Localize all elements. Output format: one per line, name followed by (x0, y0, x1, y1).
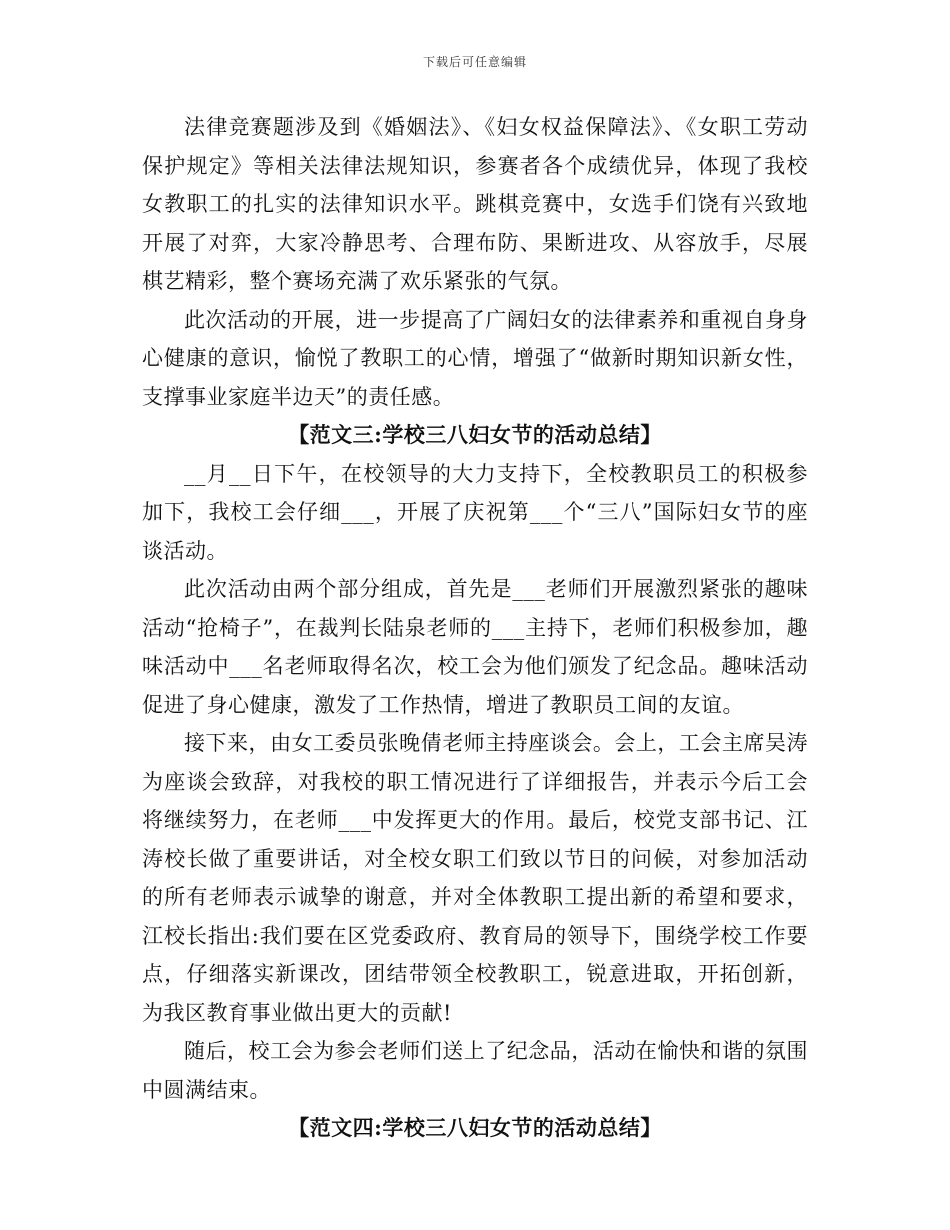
page-header: 下载后可任意编辑 (422, 55, 527, 69)
paragraph-event-intro: __月__日下午，在校领导的大力支持下，全校教职员工的积极参加下，我校工会仔细___，开展了庆祝第___个“三八”国际妇女节的座谈活动。 (142, 461, 808, 563)
paragraph-activity-parts: 此次活动由两个部分组成，首先是___老师们开展激烈紧张的趣味活动“抢椅子”，在裁判长陆泉老师的___主持下，老师们积极参加，趣味活动中___名老师取得名次，校工会为他们颁发了纪念品。趣味活动促进了身心健康，激发了工作热情，增进了教职员工间的友谊。 (142, 577, 808, 717)
section-heading-sample-4: 【范文四:学校三八妇女节的活动总结】 (288, 1115, 662, 1140)
document-body (142, 108, 808, 1148)
paragraph-forum: 接下来，由女工委员张晚倩老师主持座谈会。会上，工会主席吴涛为座谈会致辞，对我校的职工情况进行了详细报告，并表示今后工会将继续努力，在老师___中发挥更大的作用。最后，校党支部书记、江涛校长做了重要讲话，对全校女职工们致以节日的问候，对参加活动的所有老师表示诚挚的谢意，并对全体教职工提出新的希望和要求，江校长指出:我们要在区党委政府、教育局的领导下，围绕学校工作要点，仔细落实新课改，团结带领全校教职工，锐意进取，开拓创新，为我区教育事业做出更大的贡献! (142, 731, 808, 1025)
paragraph-legal-contest: 法律竞赛题涉及到《婚姻法》、《妇女权益保障法》、《女职工劳动保护规定》等相关法律法规知识，参赛者各个成绩优异，体现了我校女教职工的扎实的法律知识水平。跳棋竞赛中，女选手们饶有兴致地开展了对弈，大家冷静思考、合理布防、果断进攻、从容放手，尽展棋艺精彩，整个赛场充满了欢乐紧张的气氛。 (142, 115, 808, 293)
paragraph-activity-impact: 此次活动的开展，进一步提高了广阔妇女的法律素养和重视自身身心健康的意识，愉悦了教职工的心情，增强了“做新时期知识新女性，支撑事业家庭半边天”的责任感。 (142, 307, 808, 409)
section-heading-sample-3: 【范文三:学校三八妇女节的活动总结】 (288, 422, 662, 447)
paragraph-closing: 随后，校工会为参会老师们送上了纪念品，活动在愉快和谐的氛围中圆满结束。 (142, 1039, 808, 1102)
